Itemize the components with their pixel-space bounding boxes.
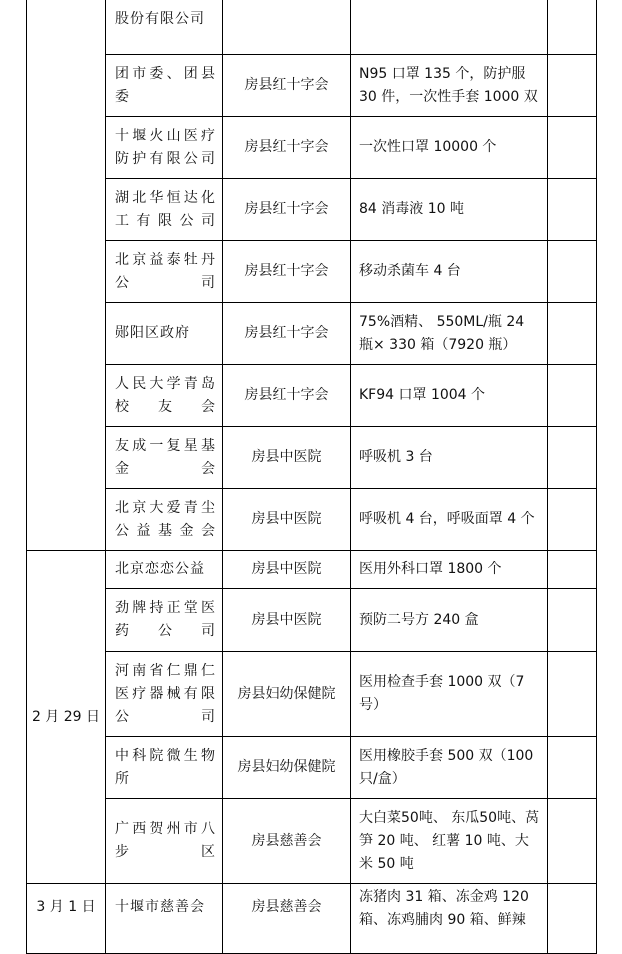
goods-cell: 呼吸机 4 台，呼吸面罩 4 个 [351,489,548,551]
goods-cell: 84 消毒液 10 吨 [351,179,548,241]
table-row [27,241,597,303]
goods-cell: 一次性口罩 10000 个 [351,117,548,179]
donor-cell: 劲牌持正堂医药公司 [106,589,223,652]
donor-cell: 十堰火山医疗防护有限公司 [106,117,223,179]
table-row [27,589,597,652]
recipient-cell: 房县中医院 [223,551,351,589]
table-row [27,551,597,589]
goods-cell [351,0,548,55]
goods-cell: 预防二号方 240 盒 [351,589,548,652]
date-cell: 3 月 1 日 [27,884,106,954]
table-row [27,117,597,179]
table-row [27,365,597,427]
recipient-cell: 房县红十字会 [223,365,351,427]
remark-cell [548,737,597,799]
recipient-cell: 房县妇幼保健院 [223,652,351,737]
remark-cell [548,55,597,117]
table-row [27,652,597,737]
table-row [27,0,597,55]
table-row [27,884,597,954]
table-row [27,55,597,117]
donor-cell: 河南省仁鼎仁医疗器械有限公司 [106,652,223,737]
recipient-cell: 房县中医院 [223,427,351,489]
donor-cell: 中科院微生物所 [106,737,223,799]
goods-cell: 大白菜50吨、 东瓜50吨、莴笋 20 吨、 红薯 10 吨、大米 50 吨 [351,799,548,884]
remark-cell [548,117,597,179]
recipient-cell: 房县中医院 [223,589,351,652]
donor-cell: 广西贺州市八步区 [106,799,223,884]
table-row [27,489,597,551]
goods-cell: N95 口罩 135 个，防护服 30 件，一次性手套 1000 双 [351,55,548,117]
remark-cell [548,589,597,652]
donor-cell: 股份有限公司 [106,0,223,55]
donor-cell: 团市委、团县委 [106,55,223,117]
goods-cell: KF94 口罩 1004 个 [351,365,548,427]
remark-cell [548,799,597,884]
table-row [27,303,597,365]
remark-cell [548,551,597,589]
donor-cell: 北京益泰牡丹公司 [106,241,223,303]
recipient-cell: 房县红十字会 [223,55,351,117]
table-row [27,799,597,884]
remark-cell [548,241,597,303]
donor-cell: 友成一复星基金会 [106,427,223,489]
recipient-cell: 房县红十字会 [223,117,351,179]
remark-cell [548,427,597,489]
remark-cell [548,303,597,365]
recipient-cell: 房县慈善会 [223,884,351,954]
date-cell [27,0,106,551]
table-row [27,737,597,799]
goods-cell: 75%酒精、 550ML/瓶 24 瓶× 330 箱（7920 瓶） [351,303,548,365]
goods-cell: 医用橡胶手套 500 双（100 只/盒） [351,737,548,799]
remark-cell [548,179,597,241]
donor-cell: 郧阳区政府 [106,303,223,365]
remark-cell [548,489,597,551]
recipient-cell: 房县慈善会 [223,799,351,884]
recipient-cell: 房县红十字会 [223,179,351,241]
goods-cell: 医用外科口罩 1800 个 [351,551,548,589]
goods-cell: 医用检查手套 1000 双（7号） [351,652,548,737]
donation-table [26,0,597,954]
goods-cell: 呼吸机 3 台 [351,427,548,489]
table-row [27,427,597,489]
recipient-cell [223,0,351,55]
recipient-cell: 房县妇幼保健院 [223,737,351,799]
donor-cell: 北京恋恋公益 [106,551,223,589]
goods-cell: 冻猪肉 31 箱、冻金鸡 120 箱、冻鸡脯肉 90 箱、鲜辣 [351,884,548,954]
table-row [27,179,597,241]
remark-cell [548,652,597,737]
donor-cell: 北京大爱青尘公益基金会 [106,489,223,551]
recipient-cell: 房县红十字会 [223,241,351,303]
date-cell: 2 月 29 日 [27,551,106,884]
donor-cell: 人民大学青岛校友会 [106,365,223,427]
goods-cell: 移动杀菌车 4 台 [351,241,548,303]
donor-cell: 十堰市慈善会 [106,884,223,954]
remark-cell [548,365,597,427]
remark-cell [548,884,597,954]
recipient-cell: 房县红十字会 [223,303,351,365]
donor-cell: 湖北华恒达化工有限公司 [106,179,223,241]
remark-cell [548,0,597,55]
recipient-cell: 房县中医院 [223,489,351,551]
